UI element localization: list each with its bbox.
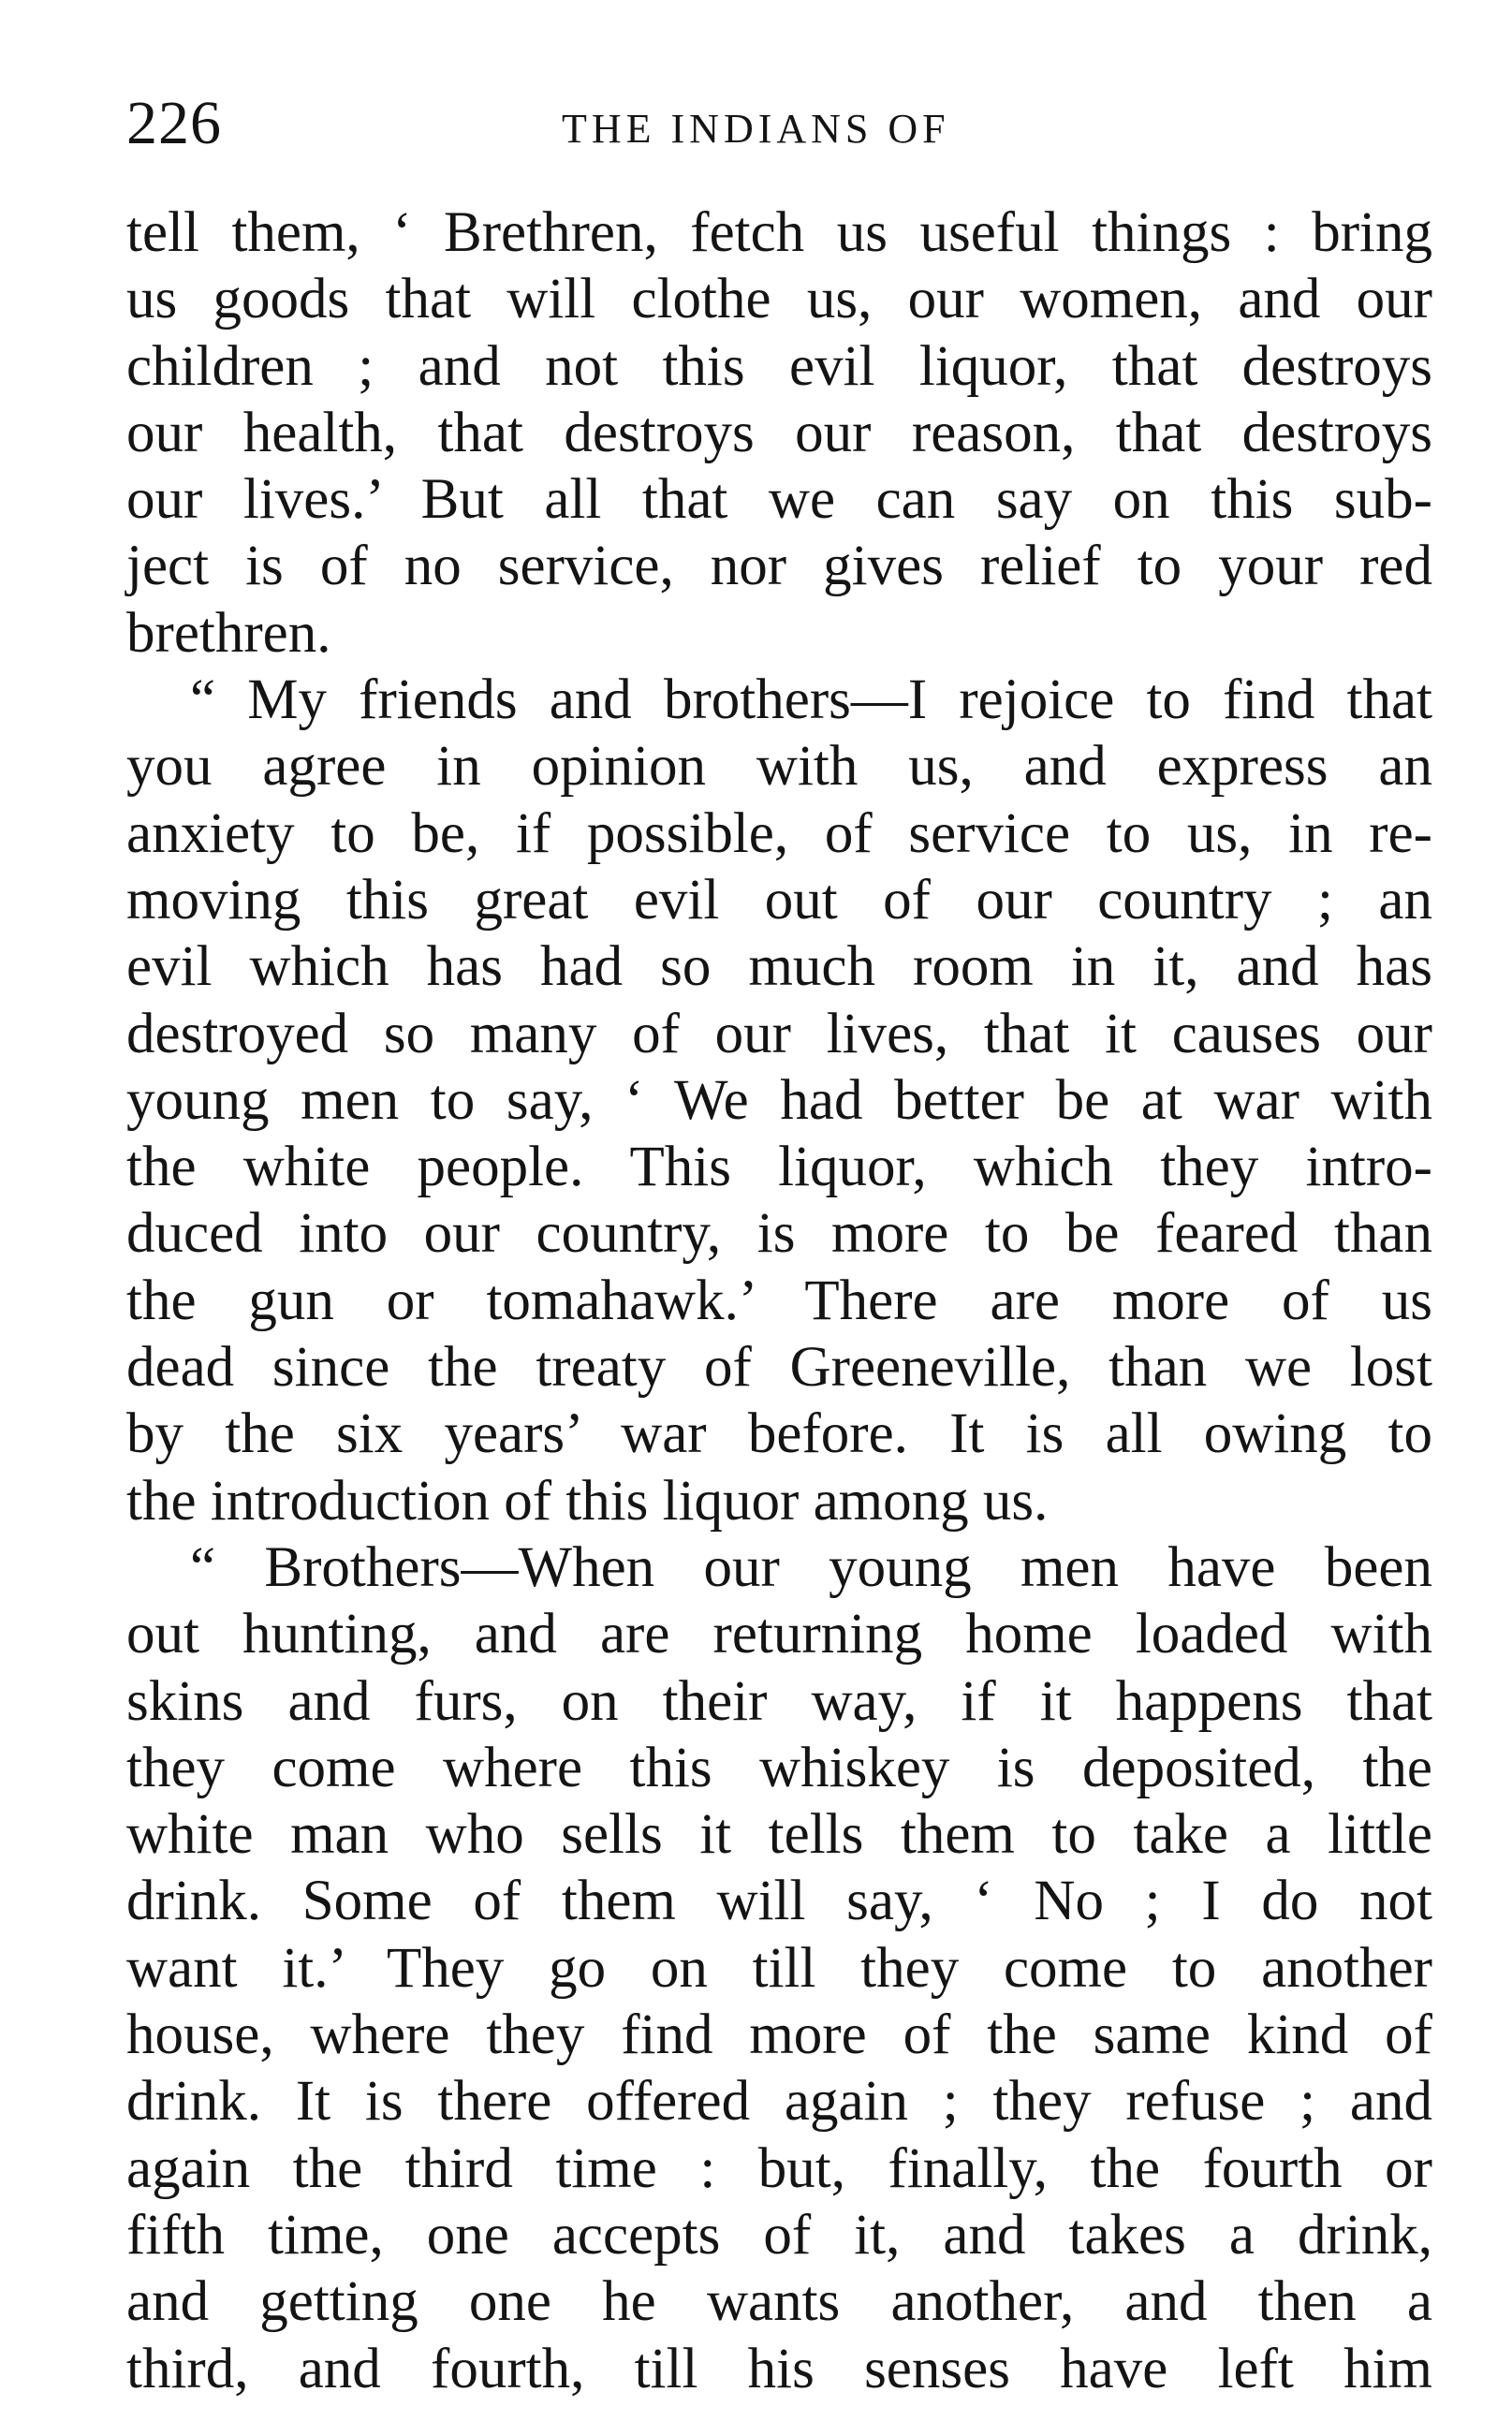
text-line: white man who sells it tells them to take a little (126, 1803, 1432, 1867)
text-line: you agree in opinion with us, and express an (126, 735, 1432, 799)
text-line: want it.’ They go on till they come to another (126, 1936, 1432, 2000)
text-line: fifth time, one accepts of it, and takes a drink, (126, 2203, 1432, 2267)
text-line: by the six years’ war before. It is all owing to (126, 1402, 1432, 1466)
text-line: evil which has had so much room in it, and has (126, 935, 1432, 999)
text-line: “ My friends and brothers—I rejoice to find that (190, 668, 1432, 732)
text-line: again the third time : but, finally, the fourth or (126, 2136, 1432, 2200)
text-line: the introduction of this liquor among us. (126, 1469, 1049, 1533)
text-line: young men to say, ‘ We had better be at war with (126, 1068, 1432, 1132)
text-line: our lives.’ But all that we can say on this sub- (126, 468, 1432, 532)
text-line: us goods that will clothe us, our women, and our (126, 268, 1432, 331)
text-line: “ Brothers—When our young men have been (190, 1535, 1432, 1599)
text-line: our health, that destroys our reason, that destroys (126, 401, 1432, 464)
text-line: and getting one he wants another, and then a (126, 2270, 1432, 2334)
text-line: dead since the treaty of Greeneville, than we lost (126, 1336, 1432, 1400)
text-line: drink. Some of them will say, ‘ No ; I do not (126, 1870, 1432, 1933)
text-line: ject is of no service, nor gives relief to your red (126, 535, 1432, 598)
text-line: duced into our country, is more to be feared than (126, 1202, 1432, 1266)
text-line: destroyed so many of our lives, that it causes our (126, 1002, 1432, 1065)
paragraph (126, 667, 1432, 1534)
running-head (126, 86, 1432, 161)
paragraph (126, 1534, 1432, 2402)
text-line: skins and furs, on their way, if it happens that (126, 1669, 1432, 1733)
running-title: THE INDIANS OF (562, 106, 950, 152)
text-line: they come where this whiskey is deposited, the (126, 1736, 1432, 1799)
text-line: children ; and not this evil liquor, that destroys (126, 334, 1432, 398)
text-line: tell them, ‘ Brethren, fetch us useful things : bring (126, 201, 1432, 264)
text-line: drink. It is there offered again ; they refuse ; and (126, 2070, 1432, 2134)
text-line: the white people. This liquor, which they intro- (126, 1136, 1432, 1199)
body-text (126, 199, 1432, 2402)
text-line: anxiety to be, if possible, of service to us, in re- (126, 801, 1432, 865)
text-line: moving this great evil out of our country ; an (126, 868, 1432, 932)
text-line: the gun or tomahawk.’ There are more of us (126, 1269, 1432, 1332)
text-line: out hunting, and are returning home loaded with (126, 1603, 1432, 1666)
text-line: brethren. (126, 601, 331, 665)
text-line: house, where they find more of the same kind of (126, 2003, 1432, 2067)
paragraph (126, 199, 1432, 667)
text-line: third, and fourth, till his senses have left him (126, 2337, 1432, 2400)
page-number: 226 (126, 89, 222, 157)
